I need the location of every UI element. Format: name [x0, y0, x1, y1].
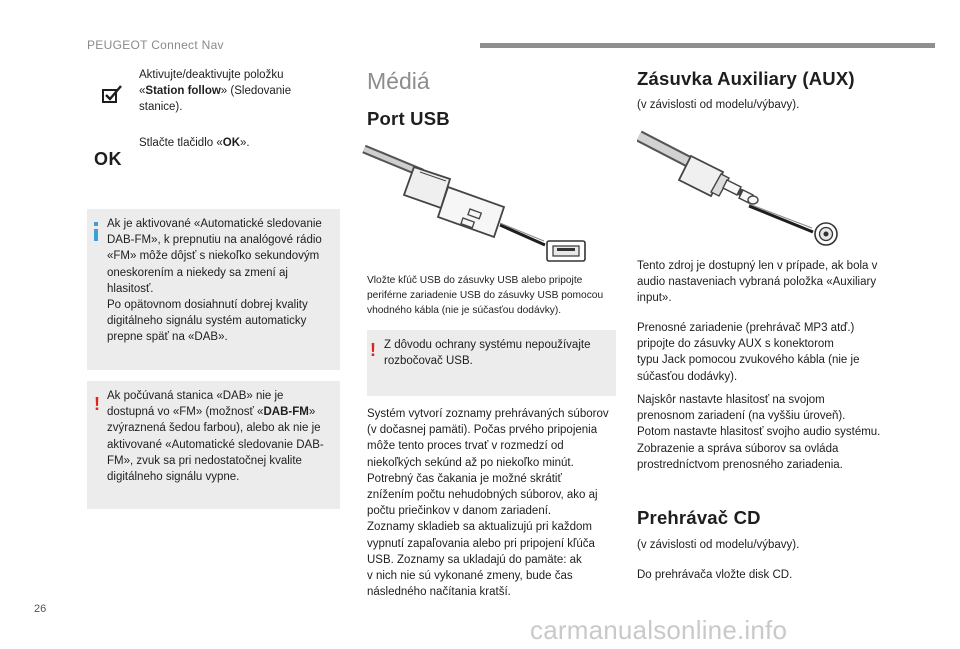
cd-text: Do prehrávača vložte disk CD. — [637, 569, 793, 581]
usb-illustration — [362, 145, 592, 270]
station-follow-label: Station follow — [145, 85, 221, 98]
station-follow-line3: stanice). — [139, 101, 183, 114]
warning-box-text: Ak počúvaná stanica «DAB» nie je dostupná vo «FM» (možnosť «DAB-FM» zvýraznená šedou farbou), alebo ak nie je aktivované «Automatické sledovanie DAB- FM», zvuk sa pri nedostatočnej kvalite digitálneho signálu vypne. — [107, 390, 324, 484]
watermark: carmanualsonline.info — [530, 615, 788, 645]
usb-warning-text: Z dôvodu ochrany systému nepoužívajte rozbočovač USB. — [384, 339, 591, 368]
aux-paragraph-1: Tento zdroj je dostupný len v prípade, ak bola v audio nastaveniach vybraná položka «Auxiliary input». — [637, 260, 878, 305]
aux-paragraph-3: Najskôr nastavte hlasitosť na svojom prenosnom zariadení (na vyššiu úroveň). Potom nastavte hlasitosť svojho audio systému. Zobrazenie a správa súborov sa ovláda prostredníctvom prenosného zariadenia. — [637, 394, 881, 471]
ok-icon: OK — [94, 149, 122, 169]
dab-fm-label: DAB-FM — [263, 406, 309, 419]
aux-paragraph-2: Prenosné zariadenie (prehrávač MP3 atď.) pripojte do zásuvky AUX s konektorom typu Jack pomocou zvukového kábla (nie je súčasťou dodávky). — [637, 322, 860, 383]
warning-icon: ! — [370, 340, 376, 360]
playlist-paragraph: Systém vytvorí zoznamy prehrávaných súborov (v dočasnej pamäti). Počas prvého pripojenia môže tento proces trvať v rozmedzí od niekoľkých sekúnd až po niekoľko minút. Potrebný čas čakania je možné skrátiť znížením počtu nehudobných súborov, ako aj počtu priečinkov v danom zariadení. Zoznamy skladieb sa aktualizujú pri každom vypnutí zapaľovania alebo pri pripojení kľúča USB. Zoznamy sa ukladajú do pamäte: ak v nich nie sú vykonané zmeny, bude čas následného načítania kratší. — [367, 408, 609, 599]
header-title: PEUGEOT Connect Nav — [87, 38, 224, 52]
header-bar — [480, 43, 935, 48]
station-follow-text — [139, 67, 329, 116]
usb-title: Port USB — [367, 108, 450, 129]
section-title: Médiá — [367, 68, 430, 94]
warning-box — [87, 381, 340, 509]
aux-jack-illustration — [637, 130, 847, 252]
ok-step-text: Stlačte tlačidlo «OK». — [139, 137, 250, 149]
usb-caption: Vložte kľúč USB do zásuvky USB alebo pripojte periférne zariadenie USB do zásuvky USB pomocou vhodného kábla (nie je súčasťou dodávky). — [367, 275, 604, 317]
info-box — [87, 209, 340, 370]
aux-title: Zásuvka Auxiliary (AUX) — [637, 68, 855, 89]
station-follow-line2: «Station follow» (Sledovanie — [139, 85, 292, 98]
page-number: 26 — [34, 603, 47, 615]
ok-label: OK — [222, 137, 240, 149]
cd-availability: (v závislosti od modelu/výbavy). — [637, 539, 800, 551]
usb-warning-box — [367, 330, 616, 396]
station-follow-line1: Aktivujte/deaktivujte položku — [139, 69, 284, 81]
aux-availability: (v závislosti od modelu/výbavy). — [637, 99, 800, 111]
checkbox-icon — [101, 84, 123, 104]
info-box-text: Ak je aktivované «Automatické sledovanie DAB-FM», k prepnutiu na analógové rádio «FM» môže dôjsť s niekoľko sekundovým oneskorením a niekedy sa zmení aj hlasitosť. Po opätovnom dosiahnutí dobrej kvality digitálneho signálu systém automaticky prepne späť na «DAB». — [107, 218, 322, 344]
info-icon-dot — [94, 222, 98, 226]
warning-icon: ! — [94, 394, 100, 414]
info-icon-bar — [94, 229, 98, 241]
cd-title: Prehrávač CD — [637, 507, 761, 528]
